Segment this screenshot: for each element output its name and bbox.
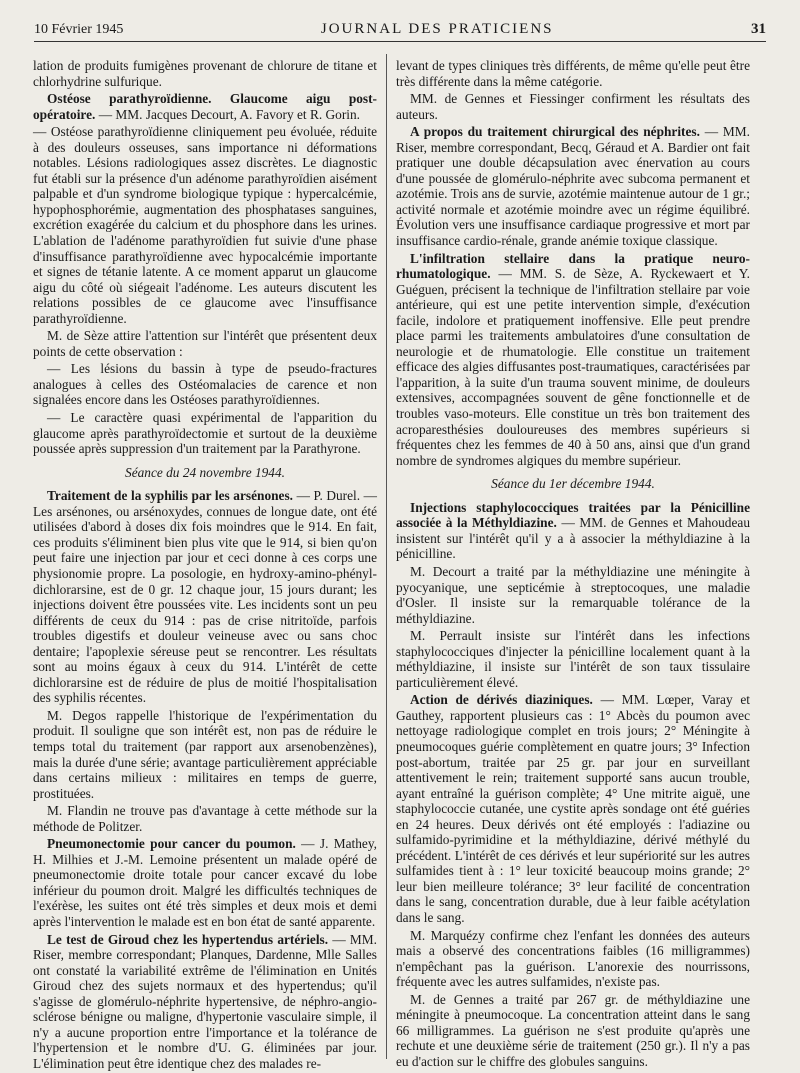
communication-title: Ostéose parathyroïdienne. Glaucome aigu post-opératoire.: [33, 91, 377, 122]
paragraph: M. Degos rappelle l'historique de l'expérimentation du produit. Il souligne que son intérêt est, non pas de réduire le temps total du traitement (par rapport aux arsenobenzènes), mais la durée d'une série; avantage particulièrement appréciable dans certains milieux : militaires en temps de guerre, prostituées.: [33, 707, 377, 801]
communication-title: Le test de Giroud chez les hypertendus artériels.: [47, 931, 329, 947]
communication-body: — MM. de Gennes et Mahoudeau insistent sur l'intérêt qu'il y a à associer la méthyldiazine à la pénicilline.: [396, 515, 750, 562]
communication-body: — MM. Riser, membre correspondant, Becq, Géraud et A. Bardier ont fait pratiquer une double décapsulation avec énervation au cours d'une poussée de glomérulo-néphrite avec subcoma permanent et azotémie. Trois ans de survie, azotémie maintenue autour de 1 gr.; activité normale et azotémie moindre avec un régime équilibré. Évolution vers une insuffisance cardiaque progressive et mort par insuffisance cardio-rénale, grande anémie toxique classique.: [396, 124, 750, 249]
paragraph: M. Decourt a traité par la méthyldiazine une méningite à pyocyanique, une septicémie à streptocoques, une maladie d'Osler. Il insiste sur la remarquable tolérance de la méthyldiazine.: [396, 563, 750, 626]
right-column: [396, 58, 750, 1071]
left-column: [33, 58, 377, 1073]
paragraph: — Les lésions du bassin à type de pseudo-fractures analogues à celles des Ostéomalacies de carence et non signalées encore dans les Ostéoses parathyroïdiennes.: [33, 361, 377, 408]
paragraph: — Ostéose parathyroïdienne cliniquement peu évoluée, réduite à des douleurs osseuses, sans importance ni déformations notables. Lésions radiologiques assez discrètes. Le diagnostic fut établi sur la présence d'un adénome parathyroïdien aisément palpable et d'un syndrome biologique typique : hypercalcémie, hypophosphorémie, augmentation des phosphatases sanguines, excrétion exagérée du calcium et du phosphore dans les urines. L'ablation de l'adénome parathyroïdien fut suivie d'une phase d'insuffisance parathyroïdienne avec hypocalcémie importante et signes de tétanie latente. A ce moment apparut un glaucome aigu du côté où siégeait l'adénome. Les auteurs discutent les relations possibles de ce glaucome avec l'insuffisance parathyroïdienne.: [33, 124, 377, 326]
communication-title: Pneumonectomie pour cancer du poumon.: [47, 836, 296, 852]
communication-title: Action de dérivés diaziniques.: [410, 692, 593, 708]
communication-body: — P. Durel. — Les arsénones, ou arsénoxydes, connues de longue date, ont été utilisées d'abord à doses dix fois moindres que le 914. En fait, ces produits s'éliminent bien plus vite que le 914, si bien qu'on peut faire une injection par jour et ceci donne à ces corps une physionomie propre. La posologie, en hydroxy-amino-phényl-dichlorarsine, est de 0 gr. 12 chaque jour, 15 jours durant; les injections doivent être poussées vite. Les incidents sont un peu différents de ceux du 914 : pas de crise nitritoïde, parfois troubles digestifs et douleur veineuse avec ou sans choc dentaire; l'apoplexie séreuse peut se rencontrer. Les résultats sont au moins égaux à ceux du 914. L'intérêt de cette dichlorarsine est de réduire de plus de moitié l'hospitalisation des syphilis récentes.: [33, 488, 378, 706]
communication-title: Injections staphylococciques traitées par la Pénicilline associée à la Méthyldiazine.: [396, 499, 750, 531]
communication-body: — J. Mathey, H. Milhies et J.-M. Lemoine présentent un malade opéré de pneumonectomie droite totale pour cancer excavé du lobe inférieur du poumon droit. Malgré les difficultés techniques de l'exérèse, les suites ont été très simples et deux mois et demi après l'intervention le malade est en bon état de santé apparente.: [33, 836, 377, 929]
column-divider: [386, 54, 387, 1059]
communication-title: Traitement de la syphilis par les arsénones.: [47, 488, 293, 504]
paragraph: M. de Gennes a traité par 267 gr. de méthyldiazine une méningite à pneumocoque. La concentration atteint dans le sang 66 milligrammes. La guérison ne s'est produite qu'après une rechute et une deuxième série de traitement (250 gr.). Il n'y a pas eu d'action sur le chiffre des globules sanguins.: [396, 991, 750, 1069]
communication-entry: [33, 932, 377, 1072]
communication-title: L'infiltration stellaire dans la pratique neuro-rhumatologique.: [396, 250, 750, 282]
paragraph: — Le caractère quasi expérimental de l'apparition du glaucome après parathyroïdectomie et surtout de la deuxième poussée après suppression d'un traitement par la Parathyrone.: [33, 410, 377, 457]
session-heading: Séance du 24 novembre 1944.: [125, 464, 285, 480]
communication-body: — MM. S. de Sèze, A. Ryckewaert et Y. Guéguen, précisent la technique de l'infiltration stellaire par voie antérieure, qui est une petite intervention simple, d'exécution facile, indolore et pratiquement inoffensive. Elle peut prendre place parmi les traitements ambulatoires d'une consultation de neurologie et de rhumatologie. Elle constitue un traitement efficace des algies diffusantes post-traumatiques, caractérisées par l'apparition, à la suite d'un trauma souvent minime, de douleurs extensives, accompagnées souvent de gêne fonctionnelle et de troubles vaso-moteurs. Elle constitue un très bon traitement des acroparesthésies douloureuses des membres supérieurs si fréquentes chez les femmes de 40 à 50 ans, ainsi que d'un grand nombre de syndromes algiques du membre supérieur.: [396, 266, 750, 468]
paragraph: M. Flandin ne trouve pas d'avantage à cette méthode sur la méthode de Politzer.: [33, 803, 377, 834]
communication-entry: [396, 500, 750, 562]
communication-title: A propos du traitement chirurgical des néphrites.: [410, 124, 700, 140]
issue-date: 10 Février 1945: [34, 22, 124, 37]
paragraph: levant de types cliniques très différents, de même qu'elle peut être très différente dans la même catégorie.: [396, 58, 750, 89]
communication-body: — MM. Lœper, Varay et Gauthey, rapportent plusieurs cas : 1° Abcès du poumon avec nettoyage radiologique complet en trois jours; 2° Méningite à pneumocoques guérie complètement en quatre jours; 3° Infection post-abortum, traitée par 25 gr. par jour en surveillant attentivement le rein; traitement supporté sans aucun trouble, ayant entraîné la guérison complète; 4° Une mitrite aiguë, une staphylococcie cutanée, une cystite après sondage ont été guéries en 24 heures. Deux dérivés ont été employés : l'adiazine ou sulfamido-pyrimidine et la méthyldiazine, dérivé méthylé du précédent. L'intérêt de ces dérivés et leur supériorité sur les autres sulfamides tient à : 1° leur toxicité beaucoup moins grande; 2° leur bien meilleure tolérance; 3° leur facilité de concentration dans le sang, concentration durable, due à leur faible acétylation dans le sang.: [396, 692, 750, 925]
communication-body: — MM. Riser, membre correspondant; Planques, Dardenne, Mlle Salles ont constaté la variabilité extrême de l'élimination en Unités Giroud chez des sujets normaux et des hypertendus; qu'il s'agisse de glomérulo-néphrite hypertensive, de néphro-angio-sclérose bénigne ou maligne, d'hypertonie vasculaire simple, il n'y a aucune proportion entre l'importance et la tolérance de l'hypertension et le nombre d'U. G. éliminées par jour. L'élimination peut être identique chez des malades re-: [33, 931, 377, 1071]
communication-entry: [396, 692, 750, 925]
communication-entry: [396, 124, 750, 248]
running-header: [34, 14, 766, 42]
paragraph: M. Perrault insiste sur l'intérêt dans les infections staphylococciques d'injecter la pénicilline localement quant à la méthyldiazine, il insiste sur l'intérêt de son taux tissulaire particulièrement élevé.: [396, 628, 750, 690]
journal-title: JOURNAL DES PRATICIENS: [320, 21, 554, 37]
communication-entry: [33, 91, 377, 122]
communication-body: — MM. Jacques Decourt, A. Favory et R. Gorin.: [95, 106, 360, 122]
communication-entry: [396, 251, 750, 469]
paragraph: MM. de Gennes et Fiessinger confirment les résultats des auteurs.: [396, 91, 750, 122]
paragraph: M. de Sèze attire l'attention sur l'intérêt que présentent deux points de cette observation :: [33, 328, 377, 359]
paragraph: lation de produits fumigènes provenant de chlorure de titane et chlorhydrine sulfurique.: [33, 58, 377, 89]
session-heading: Séance du 1er décembre 1944.: [491, 476, 655, 492]
communication-entry: [33, 488, 377, 706]
paragraph: M. Marquézy confirme chez l'enfant les données des auteurs mais a observé des concentrations faibles (16 milligrammes) n'empêchant pas la guérison. L'anorexie des nourrissons, fréquente avec les autres sulfamides, n'existe pas.: [396, 927, 750, 990]
page-number: 31: [750, 21, 766, 37]
communication-entry: [33, 836, 377, 929]
